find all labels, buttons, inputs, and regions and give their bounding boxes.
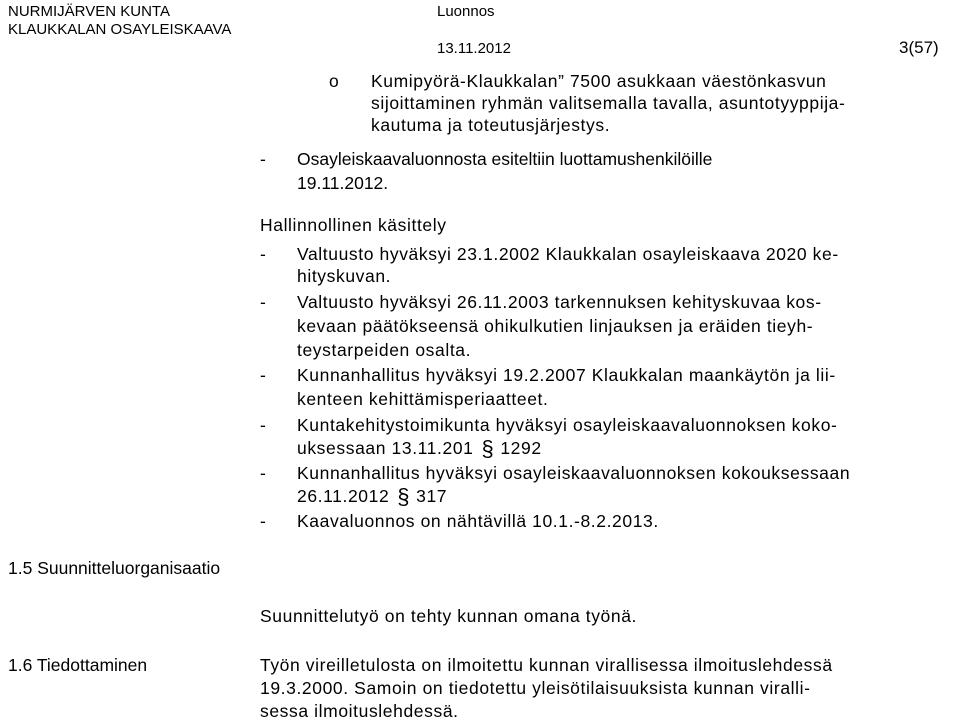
page-number: 3(57) <box>899 38 939 57</box>
list-item-text: 19.11.2012. <box>297 173 389 193</box>
bullet-text-line: Kumipyörä-Klaukkalan” 7500 asukkaan väestönkasvun <box>371 71 827 91</box>
list-item-text: Kunnanhallitus hyväksyi 19.2.2007 Klaukkalan maankäytön ja lii- <box>297 365 836 385</box>
list-item-text: teystarpeiden osalta. <box>297 340 472 360</box>
meeting-reference: 26.11.2012 <box>297 486 390 506</box>
section-text-line: sessa ilmoituslehdessä. <box>260 701 459 721</box>
list-dash: - <box>260 149 266 169</box>
section-text: Suunnittelutyö on tehty kunnan omana työnä. <box>260 606 638 626</box>
list-dash: - <box>260 244 266 264</box>
list-dash: - <box>260 365 266 385</box>
bullet-text-line: sijoittaminen ryhmän valitsemalla tavalla, asuntotyyppija- <box>371 93 846 113</box>
list-item-text: Valtuusto hyväksyi 26.11.2003 tarkennuksen kehityskuvaa kos- <box>297 292 822 312</box>
document-date: 13.11.2012 <box>437 40 511 57</box>
section-text-line: 19.3.2000. Samoin on tiedotettu yleisötilaisuuksista kunnan viralli- <box>260 678 811 698</box>
bullet-marker: o <box>329 71 339 91</box>
section-number: 1292 <box>500 438 542 458</box>
list-item-text <box>297 485 447 508</box>
list-dash: - <box>260 415 266 435</box>
admin-heading: Hallinnollinen käsittely <box>260 215 447 235</box>
section-number: 317 <box>416 486 448 506</box>
meeting-reference: uksessaan 13.11.201 <box>297 438 474 458</box>
plan-name: KLAUKKALAN OSAYLEISKAAVA <box>8 21 232 38</box>
list-item-text: Kunnanhallitus hyväksyi osayleiskaavaluonnoksen kokouksessaan <box>297 463 851 483</box>
list-item-text <box>297 437 542 460</box>
section-text-line: Työn vireilletulosta on ilmoitettu kunnan virallisessa ilmoituslehdessä <box>260 655 833 675</box>
list-item-text: kenteen kehittämisperiaatteet. <box>297 389 549 409</box>
list-dash: - <box>260 292 266 312</box>
section-sign: § <box>481 436 495 461</box>
organization-name: NURMIJÄRVEN KUNTA <box>8 3 170 20</box>
section-heading-1-6: 1.6 Tiedottaminen <box>8 655 148 675</box>
document-type: Luonnos <box>437 3 495 20</box>
bullet-text-line: kautuma ja toteutusjärjestys. <box>371 115 611 135</box>
list-item-text: Kuntakehitystoimikunta hyväksyi osayleiskaavaluonnoksen koko- <box>297 415 838 435</box>
list-item-text: hityskuvan. <box>297 266 392 286</box>
section-sign: § <box>397 484 411 509</box>
list-dash: - <box>260 463 266 483</box>
list-dash: - <box>260 511 266 531</box>
list-item-text: kevaan päätökseensä ohikulkutien linjauksen ja eräiden tieyh- <box>297 316 814 336</box>
list-item-text: Osayleiskaavaluonnosta esiteltiin luottamushenkilöille <box>297 149 713 169</box>
section-heading-1-5: 1.5 Suunnitteluorganisaatio <box>8 558 221 578</box>
list-item-text: Kaavaluonnos on nähtävillä 10.1.-8.2.2013. <box>297 511 659 531</box>
list-item-text: Valtuusto hyväksyi 23.1.2002 Klaukkalan osayleiskaava 2020 ke- <box>297 244 839 264</box>
